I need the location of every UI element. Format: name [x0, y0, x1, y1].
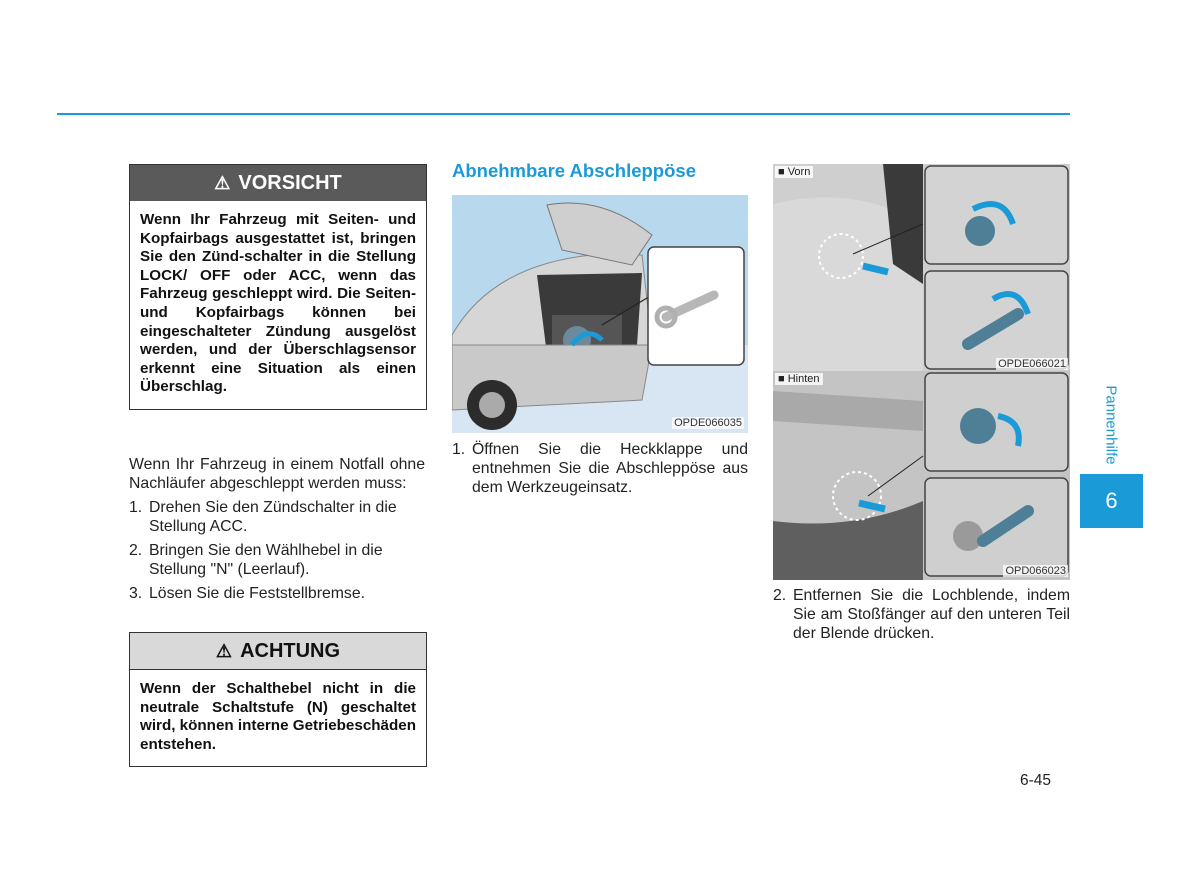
figure-code: OPD066023 [1005, 565, 1066, 577]
step-text: Öffnen Sie die Heckklappe und entnehmen Sie die Abschleppöse aus dem Werkzeugeinsatz. [472, 441, 748, 496]
figure-rear [773, 371, 1070, 580]
step-number: 2. [773, 587, 787, 604]
towing-instructions [129, 455, 425, 603]
achtung-header [130, 633, 426, 670]
step-number: 2. [129, 542, 143, 559]
step-number: 3. [129, 585, 143, 602]
achtung-text: Wenn der Schalthebel nicht in die neutrale Schaltstufe (N) geschaltet wird, können interne Getriebeschäden entstehen. [140, 680, 416, 753]
caution-triangle-icon: ⚠ [215, 640, 233, 661]
rear-label: ■ Hinten [775, 373, 823, 385]
chapter-label [1100, 380, 1122, 470]
tailgate-illustration [452, 195, 748, 433]
step-number: 1. [129, 499, 143, 516]
figure-front [773, 164, 1070, 373]
step-text: Drehen Sie den Zündschalter in die Stellung ACC. [149, 499, 397, 535]
achtung-title: ACHTUNG [240, 639, 341, 662]
vorsicht-title: VORSICHT [238, 171, 342, 194]
step-text: Bringen Sie den Wählhebel in die Stellung "N" (Leerlauf). [149, 542, 383, 578]
warning-triangle-icon: ⚠ [214, 172, 231, 193]
figure-tailgate [452, 195, 748, 433]
header-rule [57, 113, 1070, 115]
list-item [129, 541, 425, 579]
chapter-label-text: Pannenhilfe [1102, 385, 1120, 465]
page-number: 6-45 [1020, 772, 1052, 789]
step-text: Entfernen Sie die Lochblende, indem Sie am Stoßfänger auf den unteren Teil der Blende drücken. [793, 587, 1070, 642]
front-label: ■ Vorn [775, 166, 813, 178]
achtung-box [129, 632, 427, 767]
step-text: Lösen Sie die Feststellbremse. [149, 585, 365, 602]
list-item [452, 440, 748, 497]
section-title: Abnehmbare Abschleppöse [452, 160, 696, 181]
list-item [129, 584, 425, 603]
section-step-1 [452, 440, 748, 497]
figure-code: OPDE066035 [674, 417, 742, 429]
vorsicht-box [129, 164, 427, 410]
chapter-tab: 6 [1080, 474, 1143, 528]
step-2 [773, 586, 1070, 643]
front-bumper-illustration [773, 164, 1070, 373]
rear-bumper-illustration [773, 371, 1070, 580]
intro-text: Wenn Ihr Fahrzeug in einem Notfall ohne Nachläufer abgeschleppt werden muss: [129, 456, 425, 492]
list-item [129, 498, 425, 536]
vorsicht-text: Wenn Ihr Fahrzeug mit Seiten- und Kopfairbags ausgestattet ist, bringen Sie den Zünd-schalter in die Stellung LOCK/ OFF oder ACC, wenn das Fahrzeug geschleppt wird. Die Seiten- und Kopfairbags können bei eingeschalteter Zündung ausgelöst werden, und der Überschlagsensor erkennt eine Situation als einen Überschlag. [140, 211, 416, 396]
step-number: 1. [452, 441, 466, 458]
list-item [773, 586, 1070, 643]
vorsicht-header [130, 165, 426, 201]
figure-code: OPDE066021 [998, 358, 1066, 370]
